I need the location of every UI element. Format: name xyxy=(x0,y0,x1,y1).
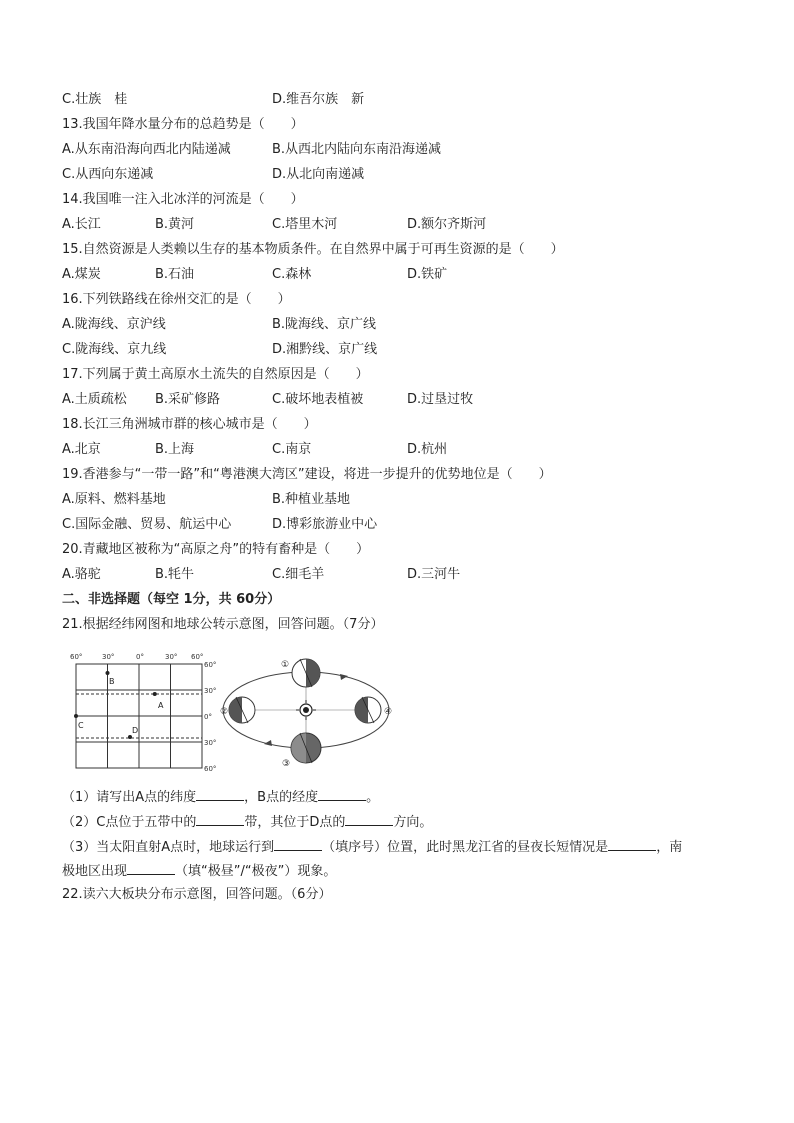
q17-option-b: B.采矿修路 xyxy=(155,392,221,407)
q16-stem: 16.下列铁路线在徐州交汇的是（ ） xyxy=(62,292,291,307)
q20-stem: 20.青藏地区被称为“高原之舟”的特有畜种是（ ） xyxy=(62,542,370,557)
section-heading: 二、非选择题（每空 1分，共 60分） xyxy=(62,592,281,607)
earth-position-1 xyxy=(292,659,320,687)
revolution-diagram xyxy=(220,659,392,769)
q21-sub3-text: 极地区出现 xyxy=(62,864,128,879)
blank xyxy=(274,838,322,851)
q21-stem: 21.根据经纬网图和地球公转示意图，回答问题。（7分） xyxy=(62,617,384,632)
q21-sub2 xyxy=(62,813,432,831)
q21-sub1-text: 。 xyxy=(366,790,380,805)
lat-label: 60° xyxy=(204,765,217,773)
q21-sub2-text: 方向。 xyxy=(393,815,433,830)
q14-option-a: A.长江 xyxy=(62,217,101,232)
blank xyxy=(345,813,393,826)
q15-option-b: B.石油 xyxy=(155,267,195,282)
q13-option-d: D.从北向南递减 xyxy=(272,167,365,182)
q20-option-c: C.细毛羊 xyxy=(272,567,325,582)
q21-sub1 xyxy=(62,788,379,806)
blank xyxy=(196,788,244,801)
q19-option-c: C.国际金融、贸易、航运中心 xyxy=(62,517,232,532)
q18-stem: 18.长江三角洲城市群的核心城市是（ ） xyxy=(62,417,317,432)
q22-stem: 22.读六大板块分布示意图，回答问题。（6分） xyxy=(62,887,332,902)
q21-sub3-text: （填序号）位置，此时黑龙江省的昼夜长短情况是 xyxy=(322,840,609,855)
point-c xyxy=(74,714,78,718)
q17-option-a: A.土质疏松 xyxy=(62,392,127,407)
q16-option-a: A.陇海线、京沪线 xyxy=(62,317,166,332)
point-label-d: D xyxy=(132,726,139,735)
lat-label: 30° xyxy=(204,739,217,747)
earth-position-4 xyxy=(355,697,381,723)
q15-stem: 15.自然资源是人类赖以生存的基本物质条件。在自然界中属于可再生资源的是（ ） xyxy=(62,242,564,257)
point-label-c: C xyxy=(78,721,84,730)
q13-option-c: C.从西向东递减 xyxy=(62,167,154,182)
q15-option-c: C.森林 xyxy=(272,267,312,282)
point-b xyxy=(106,671,110,675)
q21-sub3-cont xyxy=(62,862,336,880)
lat-lon-grid xyxy=(76,664,202,768)
position-label-4: ④ xyxy=(384,707,393,717)
q21-sub3-text: ，南 xyxy=(656,840,683,855)
q16-option-b: B.陇海线、京广线 xyxy=(272,317,377,332)
grid-lon-labels xyxy=(70,653,203,661)
q19-stem: 19.香港参与“一带一路”和“粤港澳大湾区”建设，将进一步提升的优势地位是（ ） xyxy=(62,467,552,482)
grid-point-labels xyxy=(78,677,164,735)
q21-sub2-text: （2）C点位于五带中的 xyxy=(62,815,197,830)
grid-points xyxy=(74,671,157,739)
q13-option-a: A.从东南沿海向西北内陆递减 xyxy=(62,142,231,157)
grid-lat-labels xyxy=(204,661,216,773)
blank xyxy=(196,813,244,826)
point-label-b: B xyxy=(109,677,115,686)
q21-sub3 xyxy=(62,838,682,856)
q18-option-a: A.北京 xyxy=(62,442,101,457)
q21-sub1-text: （1）请写出A点的纬度 xyxy=(62,790,197,805)
point-d xyxy=(128,735,132,739)
sun-icon xyxy=(296,700,316,720)
lat-label: 30° xyxy=(204,687,217,695)
q14-option-c: C.塔里木河 xyxy=(272,217,338,232)
blank xyxy=(608,838,656,851)
position-label-3: ③ xyxy=(282,759,291,769)
q14-stem: 14.我国唯一注入北冰洋的河流是（ ） xyxy=(62,192,304,207)
q12-option-c: C.壮族 桂 xyxy=(62,92,128,107)
blank xyxy=(127,862,175,875)
q21-sub3-text: （填“极昼”/“极夜”）现象。 xyxy=(175,864,337,879)
q15-option-a: A.煤炭 xyxy=(62,267,101,282)
q18-option-c: C.南京 xyxy=(272,442,312,457)
q21-figures xyxy=(62,648,412,776)
q20-option-a: A.骆驼 xyxy=(62,567,101,582)
q18-option-b: B.上海 xyxy=(155,442,195,457)
q13-stem: 13.我国年降水量分布的总趋势是（ ） xyxy=(62,117,304,132)
q17-option-d: D.过垦过牧 xyxy=(407,392,474,407)
q20-option-b: B.牦牛 xyxy=(155,567,195,582)
q15-option-d: D.铁矿 xyxy=(407,267,448,282)
q21-sub2-text: 带，其位于D点的 xyxy=(244,815,346,830)
lon-label: 30° xyxy=(102,653,115,661)
lon-label: 60° xyxy=(191,653,204,661)
q19-option-b: B.种植业基地 xyxy=(272,492,351,507)
q21-sub1-text: ，B点的经度 xyxy=(244,790,319,805)
position-label-1: ① xyxy=(281,660,290,670)
q18-option-d: D.杭州 xyxy=(407,442,448,457)
lat-label: 60° xyxy=(204,661,217,669)
point-a xyxy=(153,692,157,696)
q19-option-a: A.原料、燃料基地 xyxy=(62,492,166,507)
q14-option-d: D.额尔齐斯河 xyxy=(407,217,487,232)
q12-option-d: D.维吾尔族 新 xyxy=(272,92,365,107)
q16-option-d: D.湘黔线、京广线 xyxy=(272,342,378,357)
lon-label: 60° xyxy=(70,653,83,661)
lon-label: 0° xyxy=(136,653,144,661)
earth-position-2 xyxy=(229,697,255,723)
q21-sub3-text: （3）当太阳直射A点时，地球运行到 xyxy=(62,840,275,855)
position-label-2: ② xyxy=(220,707,229,717)
earth-position-3 xyxy=(291,733,321,763)
q20-option-d: D.三河牛 xyxy=(407,567,461,582)
q17-option-c: C.破坏地表植被 xyxy=(272,392,364,407)
q21-figures-svg xyxy=(62,648,412,776)
lon-label: 30° xyxy=(165,653,178,661)
q14-option-b: B.黄河 xyxy=(155,217,195,232)
lat-label: 0° xyxy=(204,713,212,721)
point-label-a: A xyxy=(158,701,164,710)
q13-option-b: B.从西北内陆向东南沿海递减 xyxy=(272,142,442,157)
q16-option-c: C.陇海线、京九线 xyxy=(62,342,167,357)
q17-stem: 17.下列属于黄土高原水土流失的自然原因是（ ） xyxy=(62,367,369,382)
blank xyxy=(318,788,366,801)
q19-option-d: D.博彩旅游业中心 xyxy=(272,517,378,532)
